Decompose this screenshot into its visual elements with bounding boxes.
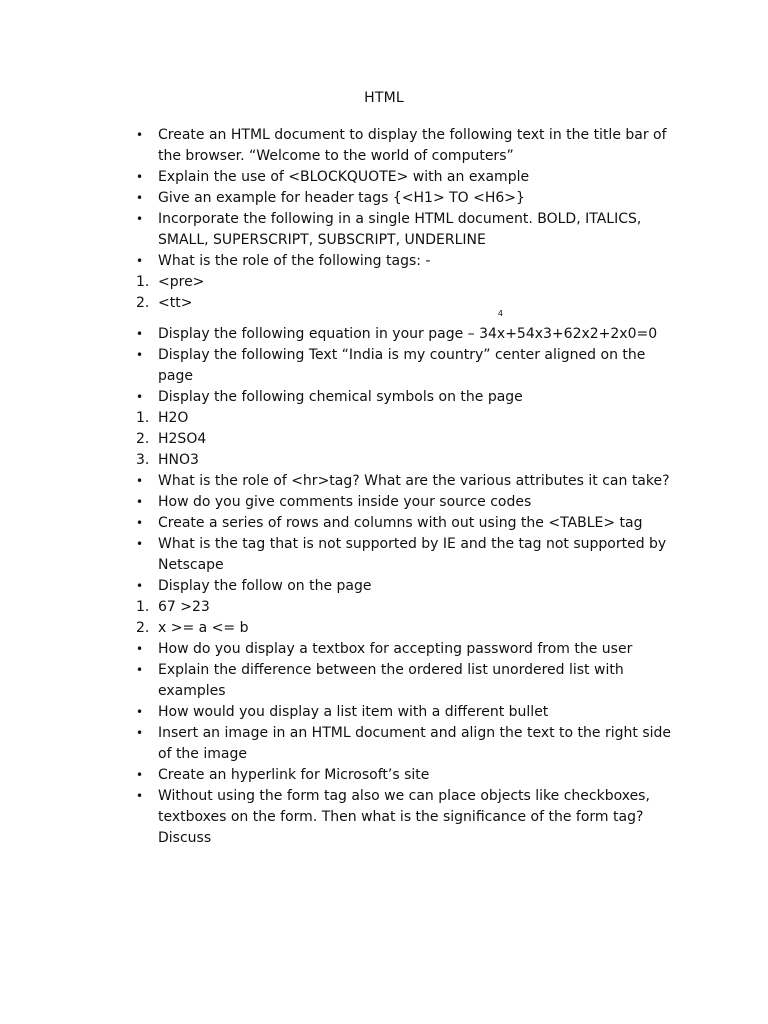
numbered-item <box>136 272 676 293</box>
item-text: What is the tag that is not supported by IE and the tag not supported by Netscape <box>158 536 671 573</box>
list-item <box>136 576 676 597</box>
list-item <box>136 702 676 723</box>
bullet-marker: • <box>136 579 144 593</box>
item-text: 67 >23 <box>158 599 210 615</box>
bullet-marker: • <box>136 516 144 530</box>
bullet-marker: • <box>136 170 144 184</box>
question-list <box>136 125 676 849</box>
list-item <box>136 387 676 408</box>
item-text: Explain the use of <BLOCKQUOTE> with an example <box>158 169 530 185</box>
bullet-marker: • <box>136 537 144 551</box>
number-marker: 1. <box>136 274 150 290</box>
item-text: Incorporate the following in a single HTML document. BOLD, ITALICS, SMALL, SUPERSCRIPT, SUBSCRIPT, UNDERLINE <box>158 211 646 248</box>
list-item <box>136 492 676 513</box>
item-text: Insert an image in an HTML document and align the text to the right side of the image <box>158 725 676 762</box>
list-item <box>136 125 676 167</box>
item-text: Explain the difference between the ordered list unordered list with examples <box>158 662 629 699</box>
numbered-item <box>136 408 676 429</box>
item-text: What is the role of the following tags: - <box>158 253 431 269</box>
item-text: Create a series of rows and columns with out using the <TABLE> tag <box>158 515 643 531</box>
list-item <box>136 251 676 272</box>
bullet-marker: • <box>136 726 144 740</box>
list-item <box>136 660 676 702</box>
number-marker: 1. <box>136 410 150 426</box>
number-marker: 2. <box>136 295 150 311</box>
item-text: x >= a <= b <box>158 620 249 636</box>
item-text: How would you display a list item with a different bullet <box>158 704 549 720</box>
numbered-item <box>136 293 676 314</box>
numbered-item <box>136 450 676 471</box>
bullet-marker: • <box>136 495 144 509</box>
list-item <box>136 723 676 765</box>
item-text: Display the follow on the page <box>158 578 372 594</box>
numbered-item <box>136 429 676 450</box>
bullet-marker: • <box>136 254 144 268</box>
numbered-item <box>136 597 676 618</box>
bullet-marker: • <box>136 212 144 226</box>
bullet-marker: • <box>136 474 144 488</box>
bullet-marker: • <box>136 663 144 677</box>
item-text: How do you give comments inside your source codes <box>158 494 532 510</box>
bullet-marker: • <box>136 327 144 341</box>
list-item <box>136 639 676 660</box>
number-marker: 1. <box>136 599 150 615</box>
item-text: <pre> <box>158 274 205 290</box>
list-item <box>136 345 676 387</box>
bullet-marker: • <box>136 128 144 142</box>
bullet-marker: • <box>136 390 144 404</box>
item-text: What is the role of <hr>tag? What are the various attributes it can take? <box>158 473 670 489</box>
list-item <box>136 513 676 534</box>
item-text: H2SO4 <box>158 431 207 447</box>
bullet-marker: • <box>136 789 144 803</box>
list-item <box>136 765 676 786</box>
item-text: Create an HTML document to display the following text in the title bar of the browser. “Welcome to the world of computers” <box>158 127 672 164</box>
item-text: Display the following chemical symbols on the page <box>158 389 523 405</box>
numbered-item <box>136 618 676 639</box>
item-text: <tt> <box>158 295 193 311</box>
item-text: H2O <box>158 410 189 426</box>
list-item <box>136 167 676 188</box>
list-item <box>136 209 676 251</box>
equation-superscript: 4 <box>497 309 503 318</box>
item-text: Give an example for header tags {<H1> TO <H6>} <box>158 190 525 206</box>
equation-text <box>158 309 676 345</box>
item-text: HNO3 <box>158 452 199 468</box>
page-title: HTML <box>364 90 404 106</box>
item-text: Display the following equation in your page – 34x+54x3+62x2+2x0=0 <box>158 326 658 342</box>
item-text: Display the following Text “India is my country” center aligned on the page <box>158 347 650 384</box>
number-marker: 3. <box>136 452 150 468</box>
bullet-marker: • <box>136 768 144 782</box>
list-item <box>136 309 676 345</box>
list-item <box>136 786 676 849</box>
item-text: Create an hyperlink for Microsoft’s site <box>158 767 430 783</box>
list-item <box>136 188 676 209</box>
bullet-marker: • <box>136 191 144 205</box>
bullet-marker: • <box>136 705 144 719</box>
item-text: How do you display a textbox for accepting password from the user <box>158 641 633 657</box>
number-marker: 2. <box>136 431 150 447</box>
number-marker: 2. <box>136 620 150 636</box>
bullet-marker: • <box>136 642 144 656</box>
list-item <box>136 534 676 576</box>
bullet-marker: • <box>136 348 144 362</box>
item-text: Without using the form tag also we can place objects like checkboxes, textboxes on the form. Then what is the significance of the form tag? Discuss <box>158 788 655 846</box>
list-item <box>136 471 676 492</box>
